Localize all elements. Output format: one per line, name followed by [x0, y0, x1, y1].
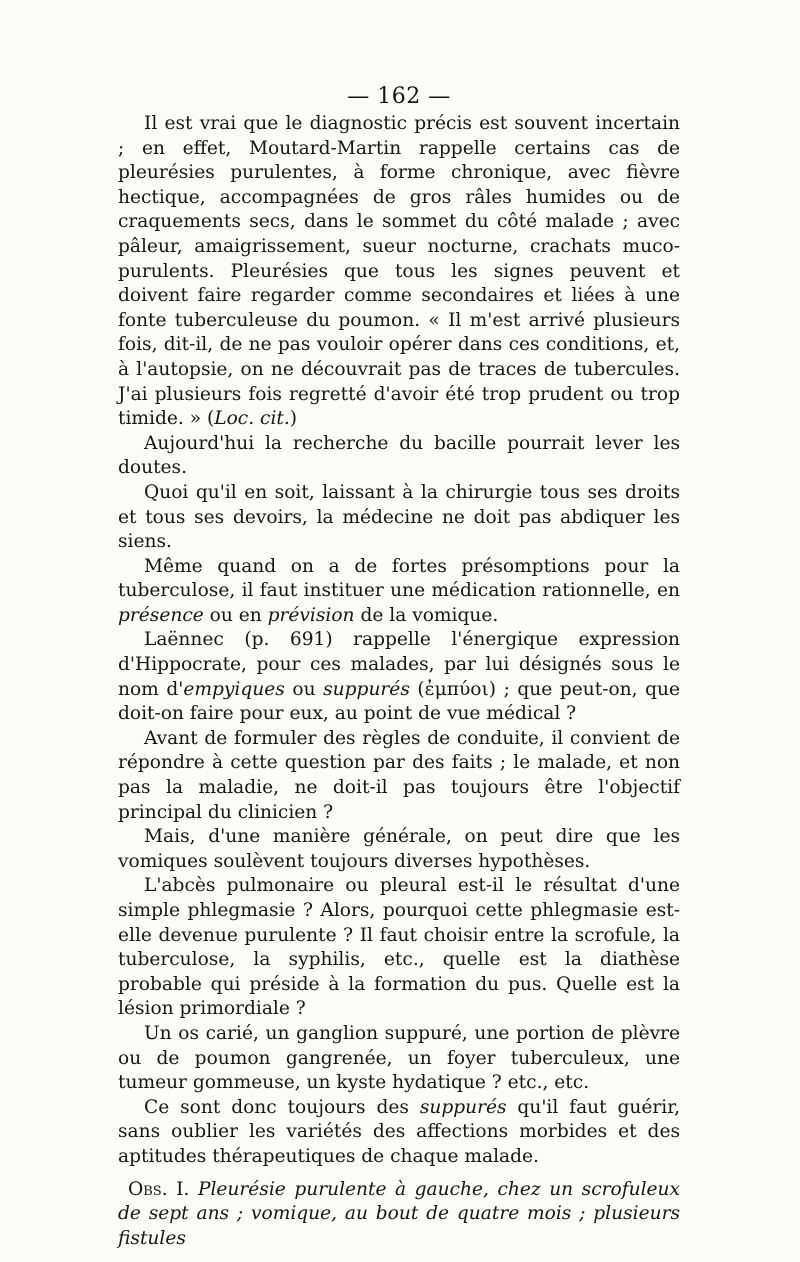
paragraph-chirurgie: Quoi qu'il en soit, laissant à la chirurgie tous ses droits et tous ses devoirs, la médecine ne doit pas abdiquer les siens. [118, 481, 680, 553]
paragraph-conduite: Avant de formuler des règles de conduite, il convient de répondre à cette question par des faits ; le malade, et non pas la maladie, ne doit-il pas toujours être l'objectif principal du clinicien ? [118, 727, 680, 823]
paragraph-suppures [118, 1096, 680, 1170]
observation-label: Obs. I. [128, 1178, 190, 1200]
paragraph-text: ) [289, 408, 298, 430]
emphasis: présence [118, 604, 204, 626]
paragraph-laennec [118, 628, 680, 726]
paragraph-presomptions [118, 555, 680, 629]
paragraph-text: (ἐμπύοι) ; que peut-on, que doit-on faire pour eux, au point de vue médical ? [118, 678, 681, 725]
paragraph-text: ou en [203, 604, 268, 626]
paragraph-diagnostic [118, 112, 680, 432]
book-page [118, 84, 680, 1251]
citation-reference: Loc. cit. [214, 408, 290, 430]
paragraph-text: de la vomique. [354, 604, 499, 626]
emphasis: suppurés [323, 678, 410, 700]
paragraph-text: Laënnec (p. 691) rappelle l'énergique expression d'Hippocrate, pour ces malades, par lui désignés sous le nom d' [118, 629, 680, 700]
emphasis: suppurés [419, 1096, 507, 1118]
paragraph-text: Il est vrai que le diagnostic précis est souvent incertain ; en effet, Moutard-Martin rappelle certains cas de pleurésies purulentes, à forme chronique, avec fièvre hectique, accompagnées de gros râles humides ou de craquements secs, dans le sommet du côté malade ; avec pâleur, amaigrissement, sueur nocturne, crachats muco-purulents. Pleurésies que tous les signes peuvent et doivent faire regarder comme secondaires et liées à une fonte tuberculeuse du poumon. « Il m'est arrivé plusieurs fois, dit-il, de ne pas vouloir opérer dans ces conditions, et, à l'autopsie, on ne découvrait pas de traces de tubercules. J'ai plusieurs fois regretté d'avoir été trop prudent ou trop timide. » ( [118, 113, 680, 430]
paragraph-os-carie: Un os carié, un ganglion suppuré, une portion de plèvre ou de poumon gangrenée, un foyer tuberculeux, une tumeur gommeuse, un kyste hydatique ? etc., etc. [118, 1022, 680, 1094]
paragraph-text: qu'il faut guérir, sans oublier les variétés des affections morbides et des aptitudes thérapeutiques de chaque malade. [118, 1096, 680, 1167]
emphasis: empyiques [183, 678, 285, 700]
emphasis: prévision [267, 604, 355, 626]
paragraph-text: Ce sont donc toujours des [144, 1096, 420, 1118]
paragraph-text: ou [284, 678, 324, 700]
paragraph-bacille: Aujourd'hui la recherche du bacille pourrait lever les doutes. [118, 432, 680, 479]
observation-heading [118, 1178, 680, 1252]
paragraph-hypotheses: Mais, d'une manière générale, on peut dire que les vomiques soulèvent toujours diverses hypothèses. [118, 826, 680, 872]
observation-title: Pleurésie purulente à gauche, chez un scrofuleux de sept ans ; vomique, au bout de quatre mois ; plusieurs fistules [118, 1178, 680, 1249]
page-number: — 162 — [347, 84, 451, 109]
paragraph-abces: L'abcès pulmonaire ou pleural est-il le résultat d'une simple phlegmasie ? Alors, pourquoi cette phlegmasie est-elle devenue purulente ? Il faut choisir entre la scrofule, la tuberculose, la syphilis, etc., quelle est la diathèse probable qui préside à la formation du pus. Quelle est la lésion primordiale ? [118, 875, 680, 1020]
paragraph-text: Même quand on a de fortes présomptions pour la tuberculose, il faut instituer une médication rationnelle, en [118, 555, 680, 602]
